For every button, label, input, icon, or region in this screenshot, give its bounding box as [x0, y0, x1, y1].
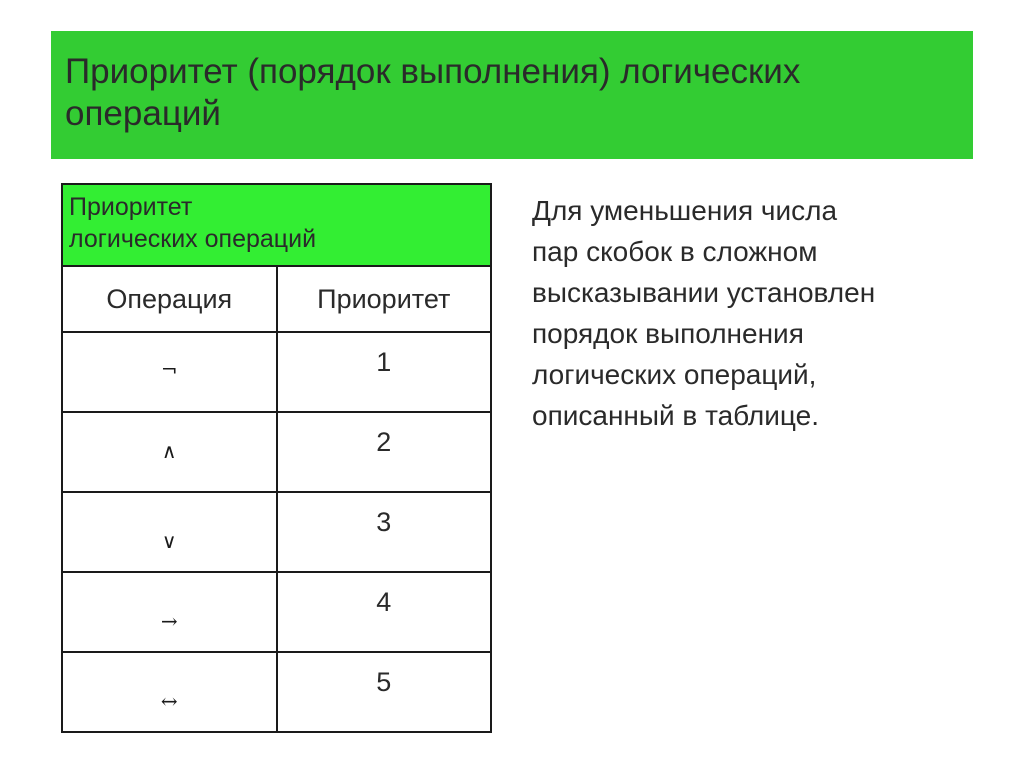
operation-cell [62, 652, 277, 732]
table-row [62, 572, 491, 652]
operation-cell [62, 412, 277, 492]
equivalence-symbol: ↔ [160, 689, 178, 713]
disjunction-symbol: ∨ [161, 529, 177, 553]
column-header-priority: Приоритет [277, 266, 492, 332]
table-header-row [62, 266, 491, 332]
priority-cell: 1 [277, 332, 492, 412]
table-caption [62, 184, 491, 266]
slide-title [65, 51, 959, 135]
implication-symbol: → [160, 609, 178, 633]
priority-cell: 5 [277, 652, 492, 732]
description-line: высказывании установлен [532, 277, 876, 308]
table-caption-line-1: Приоритет [69, 193, 193, 221]
priority-table [61, 183, 492, 733]
title-banner [51, 31, 973, 159]
operation-cell [62, 332, 277, 412]
table-caption-row [62, 184, 491, 266]
table-row [62, 332, 491, 412]
priority-cell: 2 [277, 412, 492, 492]
table-caption-line-2: логических операций [69, 225, 317, 253]
column-header-operation: Операция [62, 266, 277, 332]
conjunction-symbol: ∧ [161, 439, 177, 463]
description-text [532, 190, 972, 436]
priority-cell: 3 [277, 492, 492, 572]
description-line: логических операций, [532, 359, 817, 390]
description-line: пар скобок в сложном [532, 236, 818, 267]
table-row [62, 652, 491, 732]
table-row [62, 412, 491, 492]
description-line: описанный в таблице. [532, 400, 819, 431]
slide-title-line-1: Приоритет (порядок выполнения) логических [65, 52, 801, 91]
negation-symbol: ¬ [160, 357, 178, 381]
operation-cell [62, 572, 277, 652]
table-row [62, 492, 491, 572]
operation-cell [62, 492, 277, 572]
slide-title-line-2: операций [65, 94, 221, 133]
description-line: Для уменьшения числа [532, 195, 838, 226]
description-line: порядок выполнения [532, 318, 804, 349]
priority-cell: 4 [277, 572, 492, 652]
